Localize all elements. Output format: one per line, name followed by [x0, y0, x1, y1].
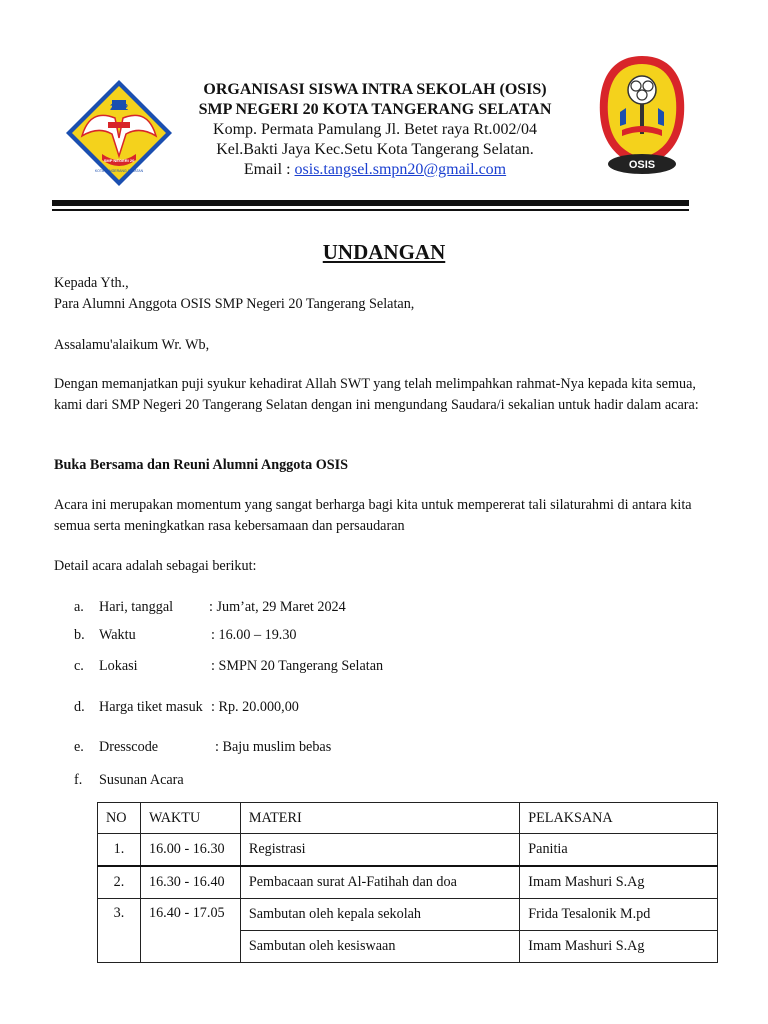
- osis-logo: [596, 52, 688, 182]
- detail-marker: c.: [74, 658, 84, 674]
- detail-item-dresscode: [74, 737, 332, 757]
- detail-marker: a.: [74, 599, 84, 615]
- detail-label: Dresscode: [99, 739, 159, 755]
- detail-value: : Baju muslim bebas: [215, 739, 332, 755]
- table-cell: 16.00 - 16.30: [140, 834, 240, 867]
- detail-marker: e.: [74, 739, 84, 755]
- table-row: [98, 834, 718, 867]
- greeting-recipient: Para Alumni Anggota OSIS SMP Negeri 20 Tangerang Selatan,: [54, 296, 415, 312]
- detail-value: : SMPN 20 Tangerang Selatan: [211, 658, 384, 674]
- table-cell: Frida Tesalonik M.pd: [520, 899, 718, 931]
- detail-item-ticket: [74, 697, 299, 717]
- table-cell: Pembacaan surat Al-Fatihah dan doa: [240, 866, 519, 899]
- detail-marker: d.: [74, 699, 85, 715]
- table-header-row: [98, 803, 718, 834]
- detail-value: : 16.00 – 19.30: [211, 627, 297, 643]
- header-cell-waktu: WAKTU: [140, 803, 240, 834]
- body-paragraph-3: Detail acara adalah sebagai berikut:: [54, 558, 257, 574]
- greeting-salam: Assalamu'alaikum Wr. Wb,: [54, 337, 210, 353]
- table-cell: Sambutan oleh kesiswaan: [240, 931, 519, 963]
- detail-item-date: [74, 597, 346, 617]
- table-cell: 16.30 - 16.40: [140, 866, 240, 899]
- schedule-table: [97, 802, 718, 963]
- email-label: Email :: [243, 161, 295, 178]
- header-cell-materi: MATERI: [240, 803, 519, 834]
- email-line: [150, 160, 600, 180]
- table-cell: 16.40 - 17.05: [140, 899, 240, 963]
- table-row: [98, 866, 718, 899]
- detail-value: : Jum’at, 29 Maret 2024: [209, 599, 346, 615]
- table-cell: Panitia: [520, 834, 718, 867]
- org-name: ORGANISASI SISWA INTRA SEKOLAH (OSIS): [203, 81, 547, 98]
- table-cell: Imam Mashuri S.Ag: [520, 931, 718, 963]
- detail-label: Lokasi: [99, 658, 138, 674]
- table-cell: Registrasi: [240, 834, 519, 867]
- detail-marker: b.: [74, 627, 85, 643]
- detail-label: Susunan Acara: [99, 772, 184, 788]
- table-cell: Imam Mashuri S.Ag: [520, 866, 718, 899]
- event-name: Buka Bersama dan Reuni Alumni Anggota OSIS: [54, 457, 349, 473]
- detail-label: Waktu: [99, 627, 136, 643]
- table-cell: 2.: [98, 866, 141, 899]
- table-row: [98, 899, 718, 931]
- document-title: UNDANGAN: [322, 240, 446, 264]
- greeting-to: Kepada Yth.,: [54, 275, 129, 291]
- table-cell: Sambutan oleh kepala sekolah: [240, 899, 519, 931]
- letterhead-divider-thick: [52, 200, 689, 206]
- detail-value: : Rp. 20.000,00: [211, 699, 299, 715]
- address-line-2: Kel.Bakti Jaya Kec.Setu Kota Tangerang Selatan.: [216, 141, 534, 158]
- detail-label: Harga tiket masuk: [99, 699, 203, 715]
- logo-year: 2012: [110, 103, 128, 112]
- logo-school-name: SMP NEGERI 20: [103, 158, 135, 163]
- address-line-1: Komp. Permata Pamulang Jl. Betet raya Rt.002/04: [213, 121, 537, 138]
- body-paragraph-2: Acara ini merupakan momentum yang sangat berharga bagi kita untuk mempererat tali silaturahmi di antara kita semua serta meningkatkan rasa kebersamaan dan persaudaran: [54, 497, 692, 534]
- table-cell: 1.: [98, 834, 141, 867]
- logo-city-name: KOTA TANGERANG SELATAN: [94, 169, 144, 173]
- header-cell-no: NO: [98, 803, 141, 834]
- school-name: SMP NEGERI 20 KOTA TANGERANG SELATAN: [198, 101, 552, 118]
- osis-logo-text: OSIS: [628, 159, 656, 171]
- detail-label: Hari, tanggal: [99, 599, 174, 615]
- letterhead-divider-thin: [52, 209, 689, 211]
- email-link[interactable]: osis.tangsel.smpn20@gmail.com: [294, 161, 507, 178]
- detail-item-agenda: [74, 770, 184, 790]
- table-cell: 3.: [98, 899, 141, 963]
- detail-marker: f.: [74, 772, 83, 788]
- header-cell-pelaksana: PELAKSANA: [520, 803, 718, 834]
- body-paragraph-1: Dengan memanjatkan puji syukur kehadirat Allah SWT yang telah melimpahkan rahmat-Nya kepada kita semua, kami dari SMP Negeri 20 Tangerang Selatan dengan ini mengundang Saudara/i sekalian untuk hadir dalam acara:: [54, 376, 699, 413]
- detail-item-time: [74, 625, 297, 645]
- letterhead: [150, 80, 600, 180]
- detail-item-location: [74, 656, 384, 676]
